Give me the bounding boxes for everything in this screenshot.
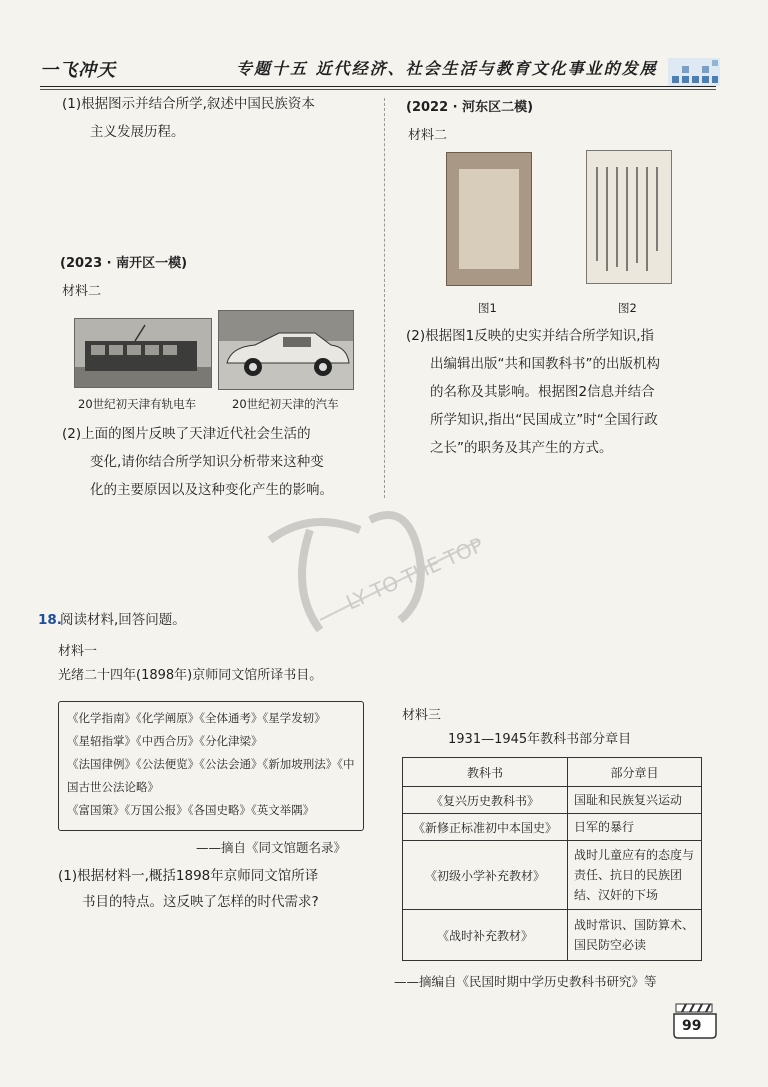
table-row (403, 814, 702, 841)
source-nankai: (2023 · 南开区一模) (60, 256, 188, 271)
table-cell-book: 《新修正标准初中本国史》 (403, 814, 568, 841)
book-list-line-5: 《富国策》《万国公报》《各国史略》《英文举隅》 (67, 803, 315, 817)
fly-to-the-top-watermark-icon (250, 500, 510, 650)
q2-left-line-3: 化的主要原因以及这种变化产生的影响。 (90, 482, 333, 498)
q2-right-line-1: (2)根据图1反映的史实并结合所学知识,指 (406, 328, 655, 344)
table-cell-book: 《复兴历史教科书》 (403, 787, 568, 814)
figure-2-label: 图2 (618, 301, 637, 315)
table-cell-chapter: 战时常识、国防算术、国民防空必读 (568, 910, 702, 961)
figure-1-label: 图1 (478, 301, 497, 315)
svg-text:LY TO THE TOP: LY TO THE TOP (342, 532, 487, 615)
book-list-line-3: 《法国律例》《公法便览》《公法会通》《新加坡刑法》《中 (67, 757, 355, 771)
q2-left-line-2: 变化,请你结合所学知识分析带来这种变 (90, 454, 324, 470)
q18-1-line-1: (1)根据材料一,概括1898年京师同文馆所译 (58, 868, 319, 884)
table-cell-book: 《战时补充教材》 (403, 910, 568, 961)
table-row (403, 910, 702, 961)
table-title: 1931—1945年教科书部分章目 (448, 732, 632, 747)
column-divider (384, 98, 385, 498)
material2-label-right: 材料二 (408, 128, 448, 143)
q2-left-line-1: (2)上面的图片反映了天津近代社会生活的 (62, 426, 311, 442)
brand-logo-text: 一飞冲天 (40, 60, 116, 81)
q18-number: 18. (38, 612, 62, 628)
page-number: 99 (682, 1018, 702, 1034)
table-header-chapter: 部分章目 (568, 758, 702, 787)
header-rule (40, 86, 716, 87)
historical-document-photo (586, 150, 672, 284)
caption-car: 20世纪初天津的汽车 (232, 397, 339, 411)
table-cell-chapter: 国耻和民族复兴运动 (568, 787, 702, 814)
table-cell-chapter: 战时儿童应有的态度与责任、抗日的民族团结、汉奸的下场 (568, 841, 702, 910)
table-cell-chapter: 日军的暴行 (568, 814, 702, 841)
material3-label: 材料三 (402, 708, 442, 723)
table-header-book: 教科书 (403, 758, 568, 787)
caption-tram: 20世纪初天津有轨电车 (78, 397, 197, 411)
table-cell-book: 《初级小学补充教材》 (403, 841, 568, 910)
q1-line-2: 主义发展历程。 (90, 124, 185, 140)
q2-right-line-3: 的名称及其影响。根据图2信息并结合 (430, 384, 655, 400)
material1-text: 光绪二十四年(1898年)京师同文馆所译书目。 (58, 668, 323, 683)
table-row (403, 841, 702, 910)
book-list-line-2: 《星轺指掌》《中西合历》《分化津梁》 (67, 734, 263, 748)
q2-right-line-4: 所学知识,指出“民国成立”时“全国行政 (430, 412, 658, 428)
textbook-chapters-table (402, 757, 702, 961)
q2-right-line-2: 出编辑出版“共和国教科书”的出版机构 (430, 356, 660, 372)
q2-right-line-5: 之长”的职务及其产生的方式。 (430, 440, 613, 456)
header-corner-pattern-icon (668, 58, 720, 86)
q18-instruction: 阅读材料,回答问题。 (60, 612, 186, 628)
book-list-source: ——摘自《同文馆题名录》 (196, 840, 347, 855)
car-photo (218, 310, 354, 390)
q18-1-line-2: 书目的特点。这反映了怎样的时代需求? (82, 894, 319, 910)
tram-photo (74, 318, 212, 388)
source-hedong: (2022 · 河东区二模) (406, 100, 534, 115)
table-header-row (403, 758, 702, 787)
textbook-cover-photo (446, 152, 532, 286)
chapter-title: 专题十五 近代经济、社会生活与教育文化事业的发展 (236, 59, 658, 78)
book-list-line-4: 国古世公法论略》 (67, 780, 159, 794)
table-row (403, 787, 702, 814)
book-list-box (58, 701, 364, 831)
material2-label-left: 材料二 (62, 284, 102, 299)
book-list-line-1: 《化学指南》《化学阐原》《全体通考》《星学发轫》 (67, 711, 326, 725)
page-header (40, 52, 720, 86)
q1-line-1: (1)根据图示并结合所学,叙述中国民族资本 (62, 96, 315, 112)
table-source: ——摘编自《民国时期中学历史教科书研究》等 (394, 974, 657, 989)
material1-label: 材料一 (58, 644, 98, 659)
